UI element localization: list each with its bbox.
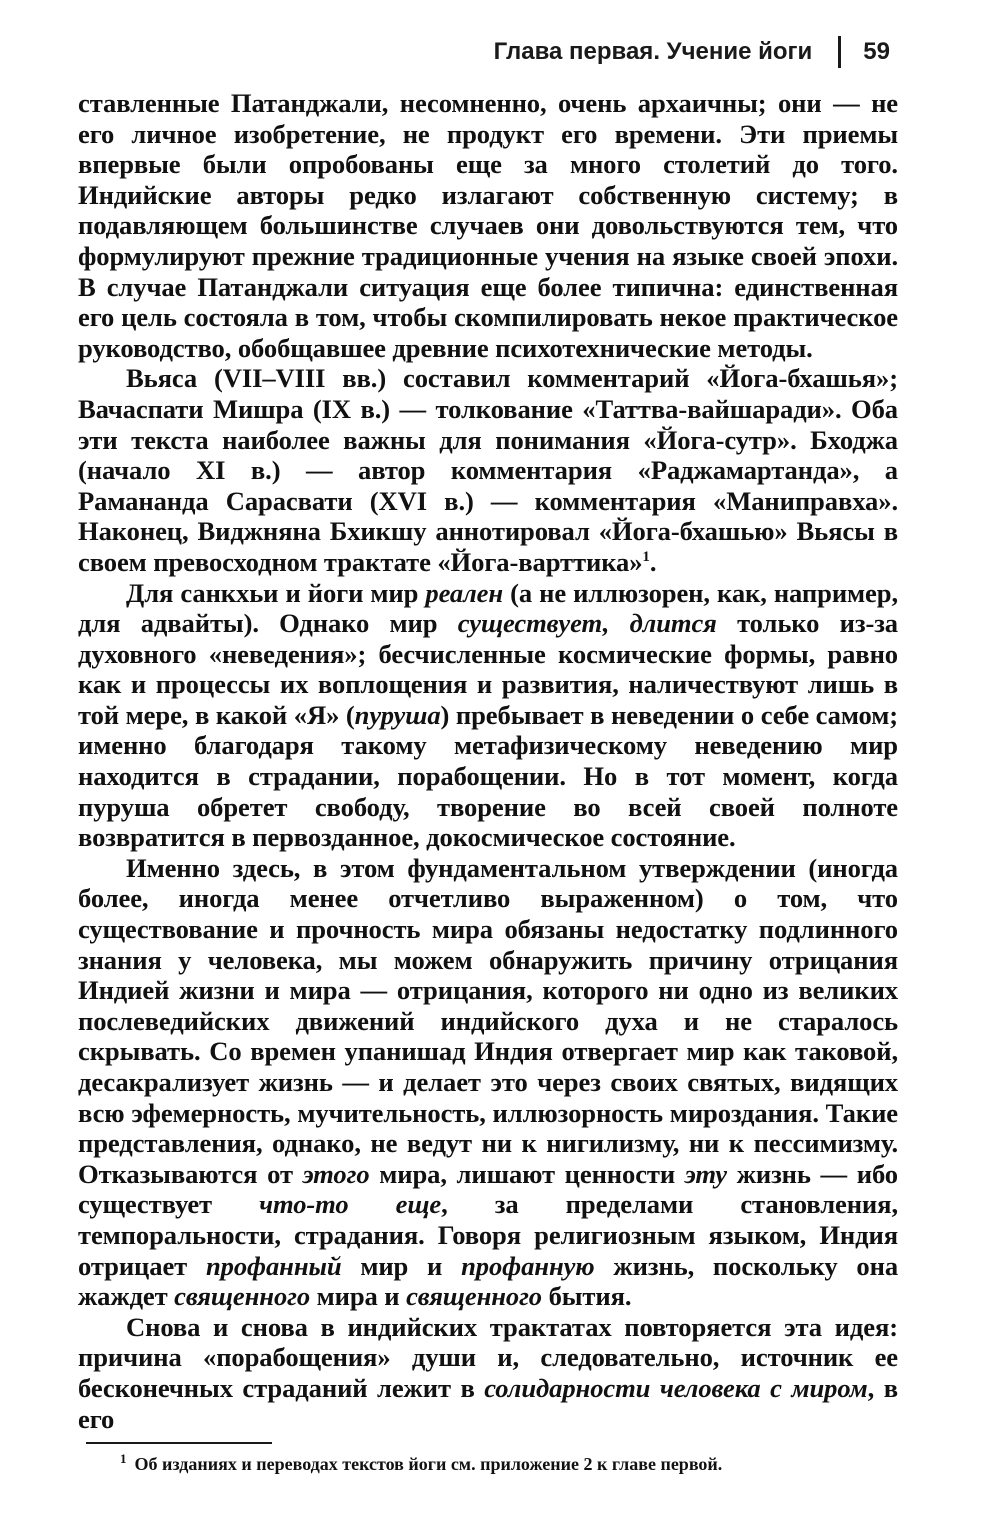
emphasized-text: этого bbox=[302, 1158, 370, 1189]
text-run: Для санкхьи и йоги мир bbox=[126, 577, 426, 608]
text-run: жизнь — ибо существует bbox=[78, 1158, 898, 1220]
text-run: (а не иллюзорен, как, например, для адвайты). Однако мир bbox=[78, 577, 898, 639]
emphasized-text: существует, длится bbox=[457, 608, 717, 639]
emphasized-text: пуруша bbox=[354, 699, 441, 730]
text-run: мир и bbox=[341, 1250, 462, 1281]
emphasized-text: профанную bbox=[461, 1250, 595, 1281]
main-text bbox=[78, 88, 898, 1434]
footnote bbox=[120, 1453, 900, 1475]
text-run: ) пребывает в неведении о себе самом; именно благодаря такому метафизическому неведению мир находится в страдании, порабощении. Но в тот момент, когда пуруша обретет свободу, творение во всей своей полноте возвратится в первозданное, докосмическое состояние. bbox=[78, 699, 898, 853]
footnote-divider bbox=[86, 1442, 272, 1444]
text-run: мира и bbox=[310, 1281, 407, 1312]
running-header bbox=[0, 30, 890, 74]
emphasized-text: священного bbox=[406, 1281, 543, 1312]
paragraph bbox=[78, 88, 898, 363]
text-run: . bbox=[649, 546, 657, 577]
emphasized-text: реален bbox=[425, 577, 504, 608]
footnote-reference: 1 bbox=[642, 549, 650, 566]
text-run: Именно здесь, в этом фундаментальном утверждении (иногда более, иногда менее отчетливо выраженном) о том, что существование и прочность мира обязаны недостатку подлинного знания у человека, мы можем обнаружить причину отрицания Индией жизни и мира — отрицания, которого ни одно из великих послеведийских движений индийского духа и не старалось скрывать. Со времен упанишад Индия отвергает мир как таковой, десакрализует жизнь — и делает это через своих святых, видящих всю эфемерность, мучительность, иллюзорность мироздания. Такие представления, однако, не ведут ни к нигилизму, ни к пессимизму. Отказываются от bbox=[78, 852, 898, 1189]
text-run: Снова и снова в индийских трактатах повторяется эта идея: причина «порабощения» души и, следовательно, источник ее бесконечных страданий лежит в bbox=[78, 1311, 898, 1403]
emphasized-text: что-то еще bbox=[259, 1189, 442, 1220]
page-number: 59 bbox=[863, 38, 890, 65]
emphasized-text: профанный bbox=[205, 1250, 342, 1281]
header-divider bbox=[838, 36, 841, 68]
text-run: , за пределами становления, темпоральности, страдания. Говоря религиозным языком, Индия отрицает bbox=[78, 1189, 898, 1281]
emphasized-text: солидарности человека с миром bbox=[484, 1372, 868, 1403]
text-run: только из-за духовного «неведения»; бесчисленные космические формы, равно как и процессы их воплощения и развития, наличествуют лишь в той мере, в какой «Я» ( bbox=[78, 608, 899, 730]
text-run: жизнь, поскольку она жаждет bbox=[78, 1250, 899, 1312]
paragraph bbox=[78, 578, 898, 853]
text-run: ставленные Патанджали, несомненно, очень архаичны; они — не его личное изобретение, не продукт его времени. Эти приемы впервые были опробованы еще за много столетий до того. Индийские авторы редко излагают собственную систему; в подавляющем большинстве случаев они довольствуются тем, что формулируют прежние традиционные учения на языке своей эпохи. В случае Патанджали ситуация еще более типична: единственная его цель состояла в том, чтобы скомпилировать некое практическое руководство, обобщавшее древние психотехнические методы. bbox=[78, 88, 898, 363]
text-run: Вьяса (VII–VIII вв.) составил комментарий «Йога-бхашья»; Вачаспати Мишра (IX в.) — толкование «Таттва-вайшаради». Оба эти текста наиболее важны для понимания «Йога-сутр». Бходжа (начало XI в.) — автор комментария «Раджамартанда», а Рамананда Сарасвати (XVI в.) — комментария «Маниправха». Наконец, Виджняна Бхикшу аннотировал «Йога-бхашью» Вьясы в своем превосходном трактате «Йога-варттика» bbox=[78, 363, 898, 577]
text-run: бытия. bbox=[542, 1281, 632, 1312]
chapter-title: Глава первая. Учение йоги bbox=[493, 38, 813, 65]
text-run: мира, лишают ценности bbox=[369, 1158, 685, 1189]
emphasized-text: священного bbox=[174, 1281, 311, 1312]
paragraph bbox=[78, 363, 898, 577]
paragraph bbox=[78, 853, 898, 1312]
emphasized-text: эту bbox=[684, 1158, 728, 1189]
text-run: , в его bbox=[78, 1372, 899, 1434]
footnote-marker: 1 bbox=[120, 1451, 127, 1466]
paragraph bbox=[78, 1312, 898, 1434]
footnote-text: Об изданиях и переводах текстов йоги см. приложение 2 к главе первой. bbox=[134, 1454, 723, 1474]
